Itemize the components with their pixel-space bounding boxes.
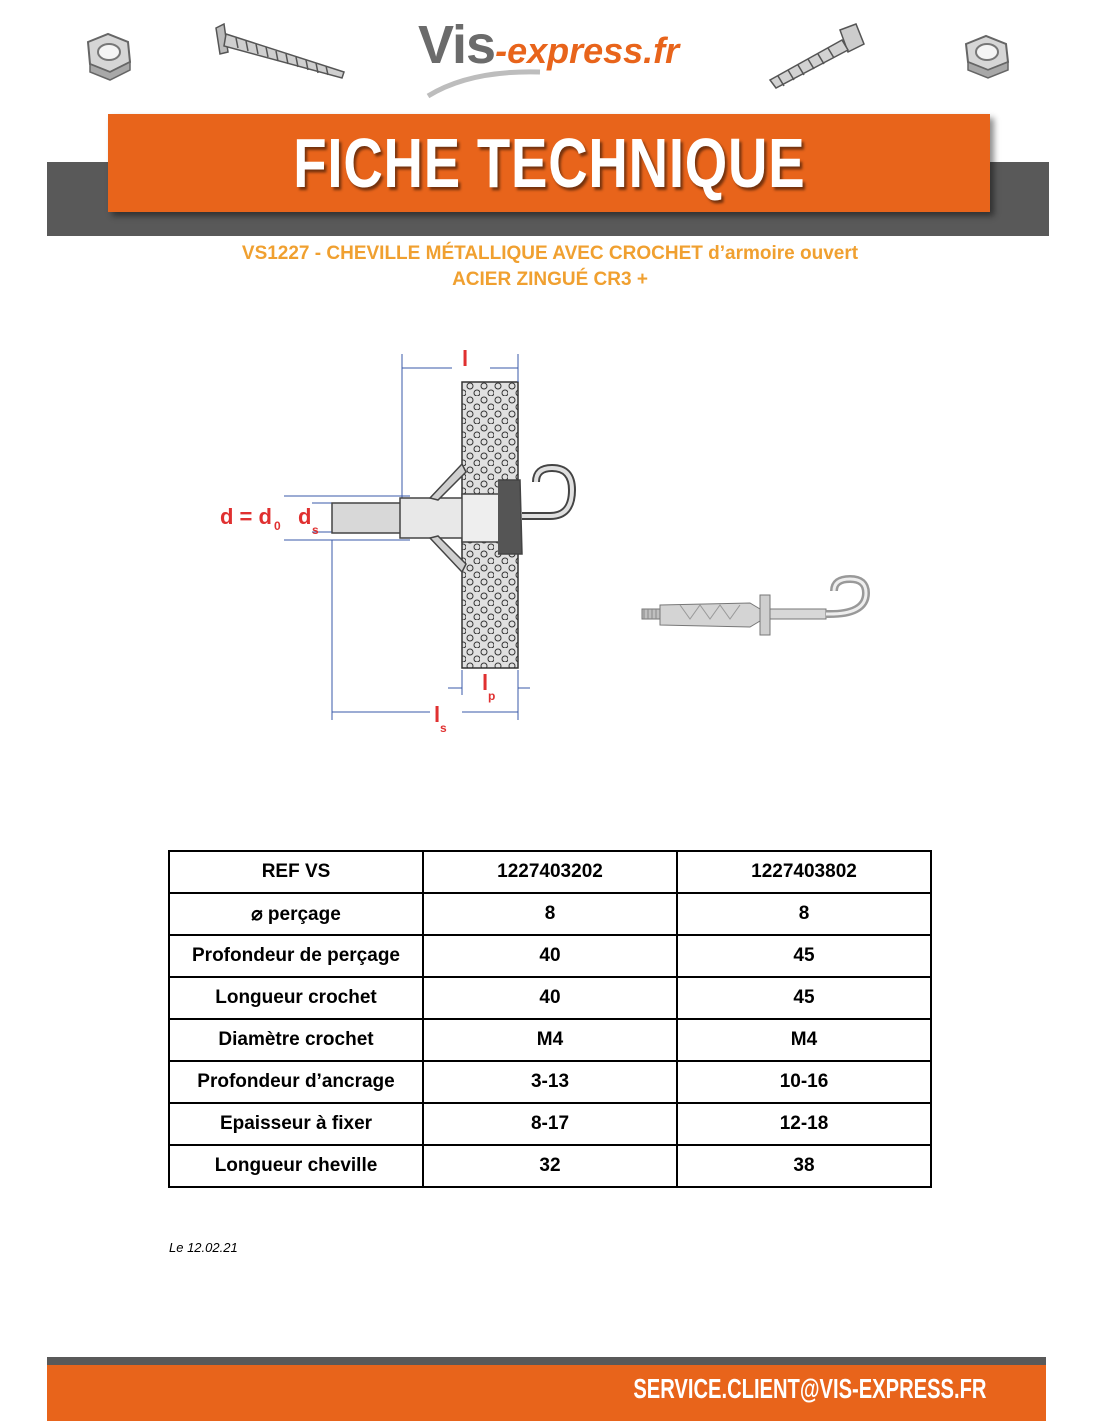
spec-table: [168, 850, 932, 1188]
logo-suffix-text: -express.fr: [495, 30, 680, 71]
machine-screw-icon: [770, 24, 864, 88]
dimension-label-ds: d: [298, 504, 312, 529]
banner-title: FICHE TECHNIQUE: [292, 124, 806, 202]
table-cell: 10-16: [677, 1061, 931, 1103]
table-cell: 40: [423, 977, 677, 1019]
wood-screw-icon: [216, 24, 344, 78]
dimension-label-lp-sub: p: [488, 689, 496, 703]
table-cell: 1227403802: [677, 851, 931, 893]
technical-diagram: [200, 340, 640, 740]
table-row: [169, 893, 931, 935]
table-cell: 3-13: [423, 1061, 677, 1103]
table-row: [169, 1145, 931, 1187]
dimension-label-l: l: [462, 346, 469, 371]
table-cell: 45: [677, 935, 931, 977]
table-cell: 40: [423, 935, 677, 977]
dimension-label-d-sub: 0: [274, 519, 281, 533]
hex-nut-icon: [966, 36, 1008, 78]
document-date: Le 12.02.21: [169, 1240, 238, 1255]
table-cell: Diamètre crochet: [169, 1019, 423, 1061]
table-cell: Profondeur d’ancrage: [169, 1061, 423, 1103]
table-row: [169, 1019, 931, 1061]
table-cell: Longueur crochet: [169, 977, 423, 1019]
banner: [108, 114, 990, 212]
product-title: VS1227 - CHEVILLE MÉTALLIQUE AVEC CROCHET d’armoire ouvert: [241, 243, 859, 264]
table-cell: 1227403202: [423, 851, 677, 893]
footer-grey-band: [47, 1357, 1046, 1365]
table-row: [169, 935, 931, 977]
table-cell: Longueur cheville: [169, 1145, 423, 1187]
table-row: [169, 977, 931, 1019]
table-cell: Profondeur de perçage: [169, 935, 423, 977]
dimension-label-lp: l: [482, 670, 489, 695]
dimension-label-d: d = d: [220, 504, 272, 529]
dimension-label-ls: l: [434, 702, 441, 727]
table-cell: Epaisseur à fixer: [169, 1103, 423, 1145]
table-cell: 8-17: [423, 1103, 677, 1145]
table-cell: 8: [423, 893, 677, 935]
footer-email-link[interactable]: SERVICE.CLIENT@VIS-EXPRESS.FR: [632, 1373, 986, 1404]
table-cell: 32: [423, 1145, 677, 1187]
table-cell: 38: [677, 1145, 931, 1187]
table-cell: 45: [677, 977, 931, 1019]
footer: [47, 1365, 1046, 1421]
table-cell: ⌀ perçage: [169, 893, 423, 935]
table-cell: 12-18: [677, 1103, 931, 1145]
table-cell: 8: [677, 893, 931, 935]
logo-main-text: Vis: [418, 15, 496, 75]
table-cell: REF VS: [169, 851, 423, 893]
hex-nut-icon: [88, 34, 130, 80]
dimension-label-ds-sub: s: [312, 523, 319, 537]
product-photo: [630, 575, 880, 655]
table-row: [169, 851, 931, 893]
table-row: [169, 1061, 931, 1103]
table-cell: M4: [677, 1019, 931, 1061]
brand-logo: [400, 10, 700, 100]
dimension-label-ls-sub: s: [440, 721, 447, 735]
table-cell: M4: [423, 1019, 677, 1061]
product-material: ACIER ZINGUÉ CR3 +: [452, 269, 648, 290]
table-row: [169, 1103, 931, 1145]
